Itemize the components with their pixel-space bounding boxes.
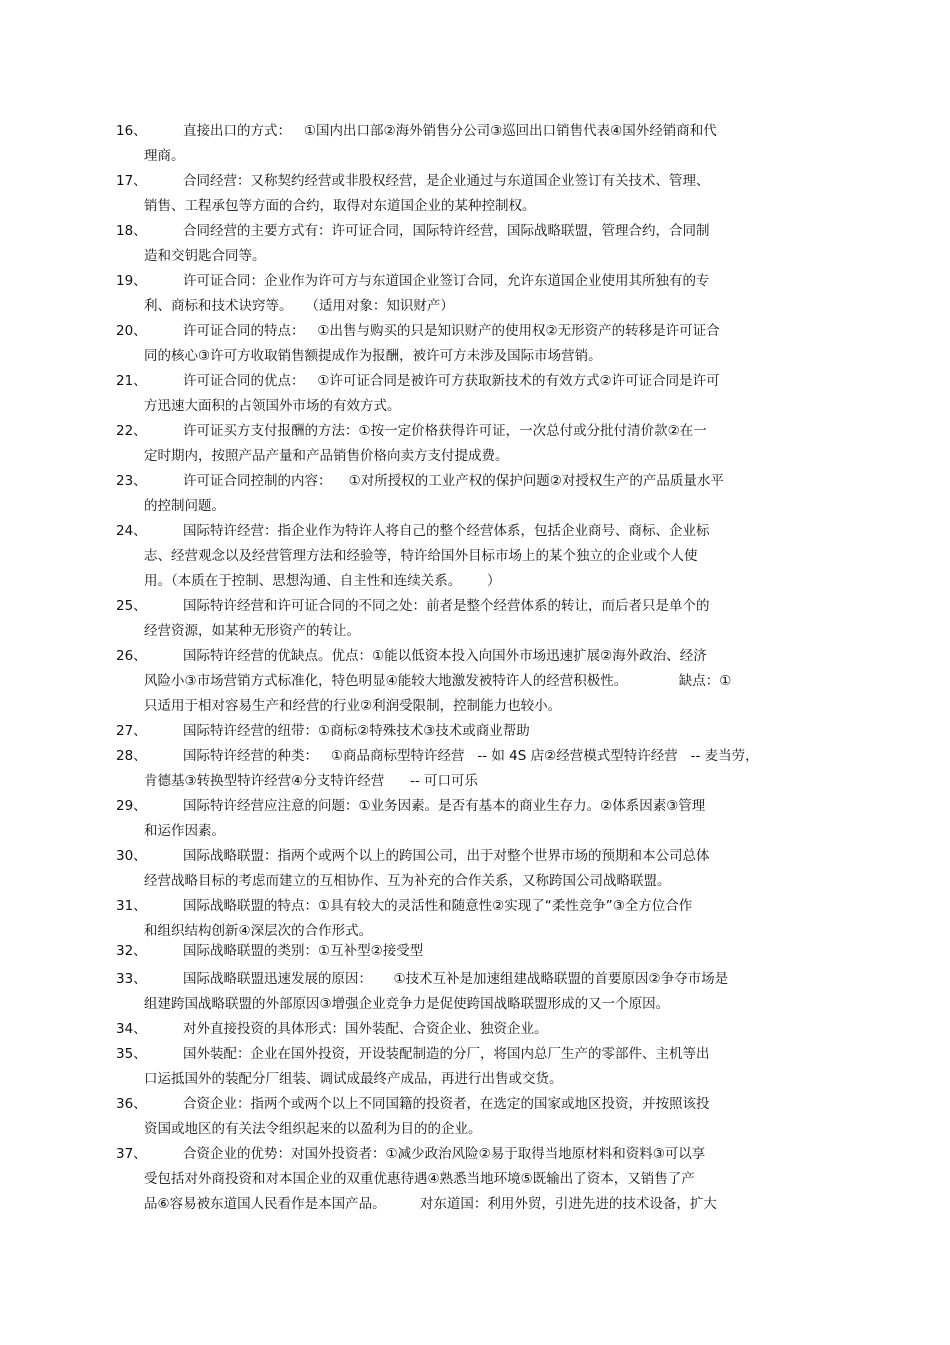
item-number: 16、 — [116, 123, 147, 139]
item-text-line: 许可证合同控制的内容： ①对所授权的工业产权的保护问题②对授权生产的产品质量水平 — [183, 473, 724, 489]
item-number: 35、 — [116, 1046, 147, 1062]
item-text-line: 国际特许经营的种类： ①商品商标型特许经营 -- 如 4S 店②经营模式型特许经营 -- 麦当劳， — [183, 748, 759, 764]
item-text-line: 国际特许经营和许可证合同的不同之处：前者是整个经营体系的转让，而后者只是单个的 — [183, 598, 710, 614]
item-text-line: 方迅速大面积的占领国外市场的有效方式。 — [144, 398, 401, 414]
item-number: 30、 — [116, 848, 147, 864]
item-number: 17、 — [116, 173, 147, 189]
item-text-line: 和运作因素。 — [144, 823, 225, 839]
item-text-line: 国际战略联盟的类别：①互补型②接受型 — [183, 943, 424, 959]
item-text-line: 肯德基③转换型特许经营④分支特许经营 -- 可口可乐 — [144, 773, 478, 789]
item-text-line: 品⑥容易被东道国人民看作是本国产品。 对东道国：利用外贸，引进先进的技术设备，扩大 — [144, 1196, 717, 1212]
item-text-line: 用。（本质在于控制、思想沟通、自主性和连续关系。 ） — [144, 573, 501, 589]
item-number: 26、 — [116, 648, 147, 664]
item-text-line: 受包括对外商投资和对本国企业的双重优惠待遇④熟悉当地环境⑤既输出了资本，又销售了产 — [144, 1171, 695, 1187]
item-text-line: 同的核心③许可方收取销售额提成作为报酬，被许可方未涉及国际市场营销。 — [144, 348, 602, 364]
item-number: 21、 — [116, 373, 147, 389]
item-number: 28、 — [116, 748, 147, 764]
item-number: 36、 — [116, 1096, 147, 1112]
item-text-line: 合同经营：又称契约经营或非股权经营，是企业通过与东道国企业签订有关技术、管理、 — [183, 173, 710, 189]
item-text-line: 国际战略联盟的特点：①具有较大的灵活性和随意性②实现了“柔性竞争”③全方位合作 — [183, 898, 693, 914]
item-text-line: 销售、工程承包等方面的合约，取得对东道国企业的某种控制权。 — [144, 198, 536, 214]
item-number: 22、 — [116, 423, 147, 439]
item-text-line: 口运抵国外的装配分厂组装、调试成最终产成品，再进行出售或交货。 — [144, 1071, 563, 1087]
item-text-line: 造和交钥匙合同等。 — [144, 248, 266, 264]
item-number: 24、 — [116, 523, 147, 539]
item-text-line: 利、商标和技术诀窍等。 （适用对象：知识财产） — [144, 298, 454, 314]
item-text-line: 合资企业：指两个或两个以上不同国籍的投资者，在选定的国家或地区投资，并按照该投 — [183, 1096, 710, 1112]
item-number: 32、 — [116, 943, 147, 959]
item-text-line: 风险小③市场营销方式标准化，特色明显④能较大地激发被特许人的经营积极性。 缺点：① — [144, 673, 732, 689]
item-text-line: 国际战略联盟：指两个或两个以上的跨国公司，出于对整个世界市场的预期和本公司总体 — [183, 848, 710, 864]
item-text-line: 组建跨国战略联盟的外部原因③增强企业竞争力是促使跨国战略联盟形成的又一个原因。 — [144, 996, 670, 1012]
item-text-line: 经营资源，如某种无形资产的转让。 — [144, 623, 360, 639]
item-number: 29、 — [116, 798, 147, 814]
item-text-line: 许可证合同：企业作为许可方与东道国企业签订合同，允许东道国企业使用其所独有的专 — [183, 273, 710, 289]
item-text-line: 国际战略联盟迅速发展的原因： ①技术互补是加速组建战略联盟的首要原因②争夺市场是 — [183, 971, 729, 987]
item-text-line: 理商。 — [144, 148, 185, 164]
item-number: 31、 — [116, 898, 147, 914]
item-text-line: 许可证合同的优点： ①许可证合同是被许可方获取新技术的有效方式②许可证合同是许可 — [183, 373, 720, 389]
item-number: 34、 — [116, 1021, 147, 1037]
item-text-line: 志、经营观念以及经营管理方法和经验等，特许给国外目标市场上的某个独立的企业或个人使 — [144, 548, 698, 564]
item-number: 27、 — [116, 723, 147, 739]
item-text-line: 国际特许经营的优缺点。优点：①能以低资本投入向国外市场迅速扩展②海外政治、经济 — [183, 648, 707, 664]
item-number: 37、 — [116, 1146, 147, 1162]
item-text-line: 直接出口的方式： ①国内出口部②海外销售分公司③巡回出口销售代表④国外经销商和代 — [183, 123, 717, 139]
item-text-line: 只适用于相对容易生产和经营的行业②利润受限制，控制能力也较小。 — [144, 698, 562, 714]
item-number: 18、 — [116, 223, 147, 239]
item-text-line: 和组织结构创新④深层次的合作形式。 — [144, 923, 373, 939]
item-text-line: 经营战略目标的考虑而建立的互相协作、互为补充的合作关系，又称跨国公司战略联盟。 — [144, 873, 671, 889]
item-text-line: 合资企业的优势：对国外投资者：①减少政治风险②易于取得当地原材料和资料③可以享 — [183, 1146, 706, 1162]
item-text-line: 的控制问题。 — [144, 498, 225, 514]
item-number: 20、 — [116, 323, 147, 339]
item-text-line: 许可证合同的特点： ①出售与购买的只是知识财产的使用权②无形资产的转移是许可证合 — [183, 323, 720, 339]
item-text-line: 定时期内，按照产品产量和产品销售价格向卖方支付提成费。 — [144, 448, 509, 464]
item-text-line: 合同经营的主要方式有：许可证合同，国际特许经营，国际战略联盟，管理合约，合同制 — [183, 223, 710, 239]
item-number: 25、 — [116, 598, 147, 614]
item-text-line: 国际特许经营的纽带：①商标②特殊技术③技术或商业帮助 — [183, 723, 530, 739]
item-text-line: 国际特许经营应注意的问题：①业务因素。是否有基本的商业生存力。②体系因素③管理 — [183, 798, 706, 814]
item-text-line: 国际特许经营：指企业作为特许人将自己的整个经营体系，包括企业商号、商标、企业标 — [183, 523, 710, 539]
item-text-line: 许可证买方支付报酬的方法：①按一定价格获得许可证，一次总付或分批付清价款②在一 — [183, 423, 707, 439]
item-number: 23、 — [116, 473, 147, 489]
item-text-line: 资国或地区的有关法令组织起来的以盈利为目的的企业。 — [144, 1121, 482, 1137]
item-number: 33、 — [116, 971, 147, 987]
item-text-line: 国外装配：企业在国外投资，开设装配制造的分厂，将国内总厂生产的零部件、主机等出 — [183, 1046, 710, 1062]
item-number: 19、 — [116, 273, 147, 289]
item-text-line: 对外直接投资的具体形式：国外装配、合资企业、独资企业。 — [183, 1021, 548, 1037]
